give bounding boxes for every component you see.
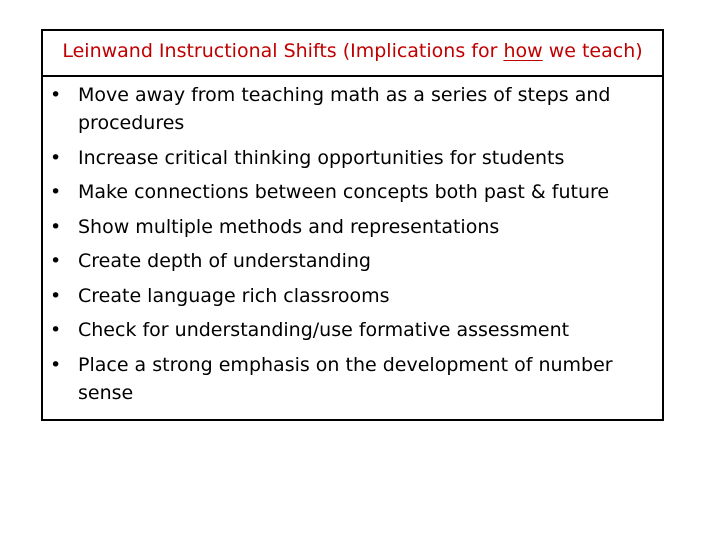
bullet-item [43,178,662,206]
title-box [43,31,662,77]
bullet-text: Show multiple methods and representations [78,215,500,238]
bullet-text: Increase critical thinking opportunities for students [78,146,565,169]
bullet-item [43,213,662,241]
bullet-text: Create depth of understanding [78,250,371,272]
bullet-item [43,247,662,275]
bullet-icon: • [50,215,62,238]
bullet-item [43,351,662,407]
bullet-icon: • [50,250,62,272]
bullet-item [43,81,662,137]
bullet-item [43,316,662,344]
bullet-text: Make connections between concepts both past & future [78,181,610,203]
bullet-icon: • [50,84,62,106]
title-prefix: Leinwand Instructional Shifts (Implications for [62,40,504,62]
bullet-icon: • [50,353,62,376]
title-suffix: we teach) [542,40,643,62]
bullet-icon: • [50,319,62,341]
title-underlined-word: how [503,40,543,62]
bullet-text: Create language rich classrooms [78,284,390,307]
content-frame [41,29,664,421]
bullet-text: Place a strong emphasis on the development of number sense [78,353,613,404]
bullet-text: Check for understanding/use formative assessment [78,319,570,341]
bullet-icon: • [50,146,62,169]
bullet-item [43,282,662,310]
bullet-icon: • [50,284,62,307]
bullet-text: Move away from teaching math as a series of steps and procedures [78,84,611,134]
bullet-icon: • [50,181,62,203]
bullet-item [43,144,662,172]
bullet-list [43,81,662,413]
